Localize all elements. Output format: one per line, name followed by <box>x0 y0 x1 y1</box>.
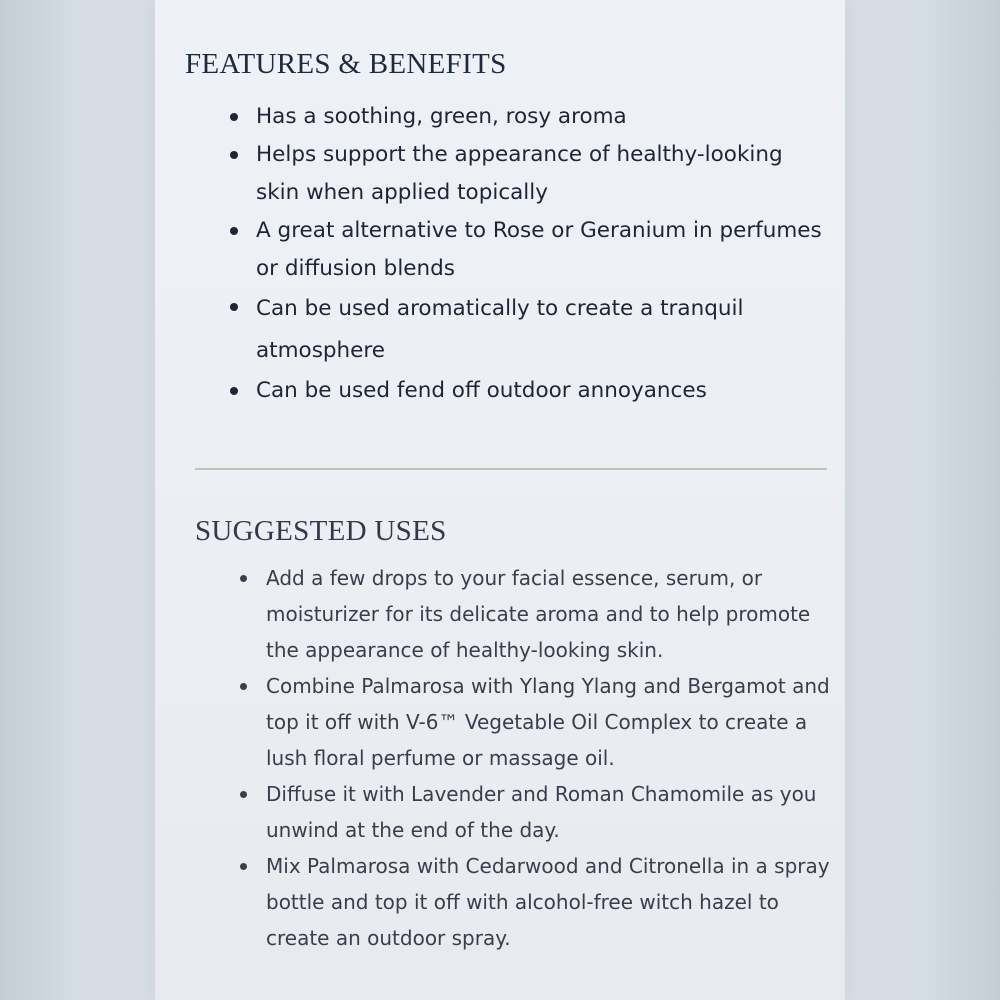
feature-item: Helps support the appearance of healthy-looking skin when applied topically <box>230 136 830 212</box>
use-item: Mix Palmarosa with Cedarwood and Citronella in a spray bottle and top it off with alcohol-free witch hazel to create an outdoor spray. <box>240 848 830 956</box>
product-info-page <box>155 0 845 1000</box>
use-item: Diffuse it with Lavender and Roman Chamomile as you unwind at the end of the day. <box>240 776 830 848</box>
use-item: Add a few drops to your facial essence, serum, or moisturizer for its delicate aroma and to help promote the appearance of healthy-looking skin. <box>240 560 830 668</box>
feature-item: Can be used aromatically to create a tranquil atmosphere <box>230 288 830 372</box>
section-divider <box>195 468 827 470</box>
feature-item: Can be used fend off outdoor annoyances <box>230 372 830 410</box>
features-list <box>230 98 830 410</box>
use-item: Combine Palmarosa with Ylang Ylang and Bergamot and top it off with V-6™ Vegetable Oil Complex to create a lush floral perfume or massage oil. <box>240 668 830 776</box>
suggested-uses-list <box>240 560 830 956</box>
feature-item: A great alternative to Rose or Geranium in perfumes or diffusion blends <box>230 212 830 288</box>
suggested-uses-heading: SUGGESTED USES <box>195 515 447 547</box>
feature-item: Has a soothing, green, rosy aroma <box>230 98 830 136</box>
features-benefits-heading: FEATURES & BENEFITS <box>185 48 507 80</box>
